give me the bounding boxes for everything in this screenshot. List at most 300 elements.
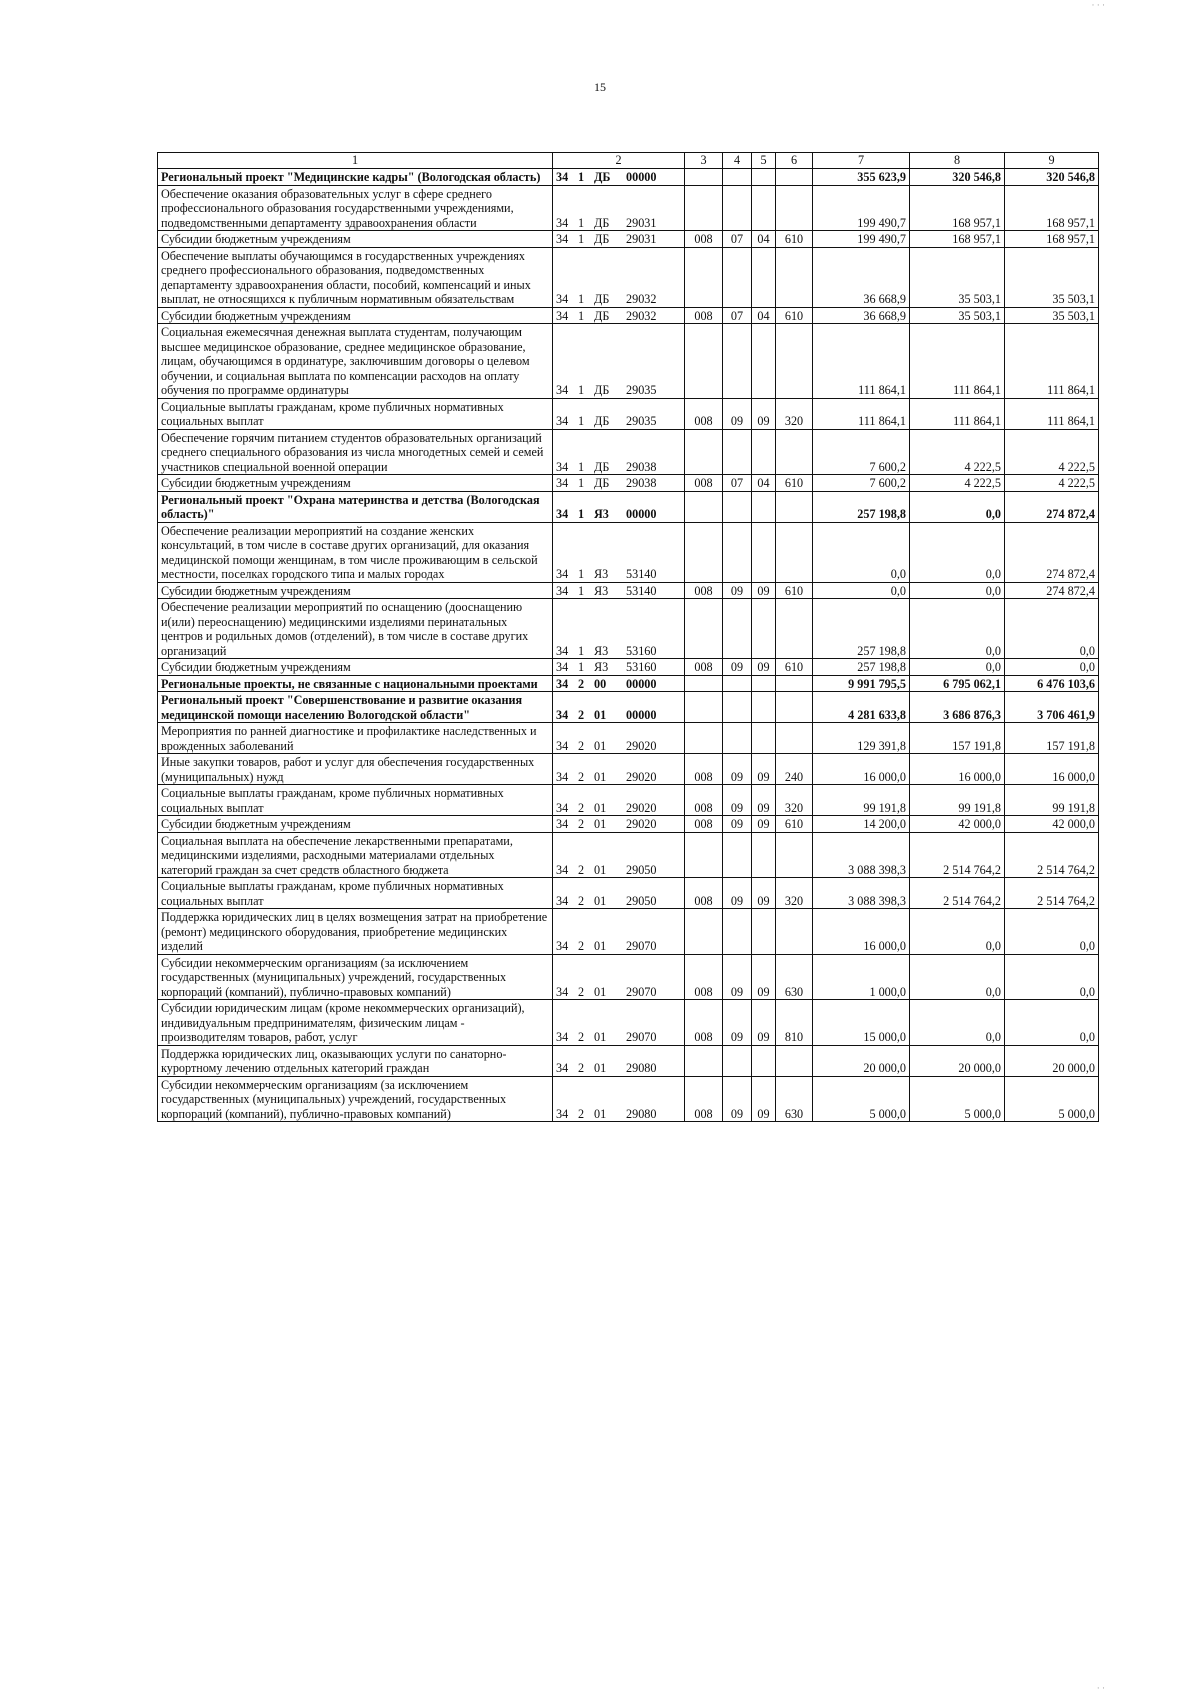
row-value-7: 4 281 633,8 xyxy=(813,692,910,723)
table-row xyxy=(158,785,1099,816)
table-row xyxy=(158,659,1099,676)
row-value-7: 199 490,7 xyxy=(813,185,910,231)
row-code-part: 29080 xyxy=(626,1106,657,1121)
row-expense-type xyxy=(776,185,813,231)
row-name: Социальная ежемесячная денежная выплата студентам, получающим высшее медицинское образование, среднее медицинское образование, лицам, обучающимся в ординатуре, заключившим договоры о целевом обучении, и социальная выплата по компенсации расходов на оплату обучения по программе ординатуры xyxy=(158,324,553,399)
row-value-8: 0,0 xyxy=(910,522,1005,582)
table-row xyxy=(158,754,1099,785)
row-subsection xyxy=(752,832,776,878)
row-code-part: 2 xyxy=(578,817,585,831)
row-code xyxy=(553,754,685,785)
table-row xyxy=(158,1000,1099,1046)
budget-table xyxy=(157,152,1099,1122)
row-code-part: 34 xyxy=(556,643,569,658)
row-grbs xyxy=(685,1045,723,1076)
row-expense-type: 630 xyxy=(776,1076,813,1122)
row-code-part: 2 xyxy=(578,893,585,908)
row-value-8: 4 222,5 xyxy=(910,475,1005,492)
row-name: Социальная выплата на обеспечение лекарственными препаратами, медицинскими изделиями, расходными материалами отдельных категорий граждан за счет средств областного бюджета xyxy=(158,832,553,878)
row-code-part: 34 xyxy=(556,459,569,474)
row-code-part: 2 xyxy=(578,984,585,999)
row-section xyxy=(723,1045,752,1076)
row-value-8: 168 957,1 xyxy=(910,231,1005,248)
row-code-part: 01 xyxy=(594,817,607,831)
table-row xyxy=(158,398,1099,429)
row-section: 09 xyxy=(723,816,752,833)
row-section xyxy=(723,169,752,186)
row-subsection xyxy=(752,675,776,692)
row-value-9: 4 222,5 xyxy=(1005,429,1099,475)
row-value-7: 199 490,7 xyxy=(813,231,910,248)
row-code-part: 1 xyxy=(578,292,585,306)
row-value-9: 42 000,0 xyxy=(1005,816,1099,833)
row-code-part: 34 xyxy=(556,800,569,815)
row-section: 09 xyxy=(723,1000,752,1046)
header-col-4: 4 xyxy=(723,153,752,169)
row-grbs: 008 xyxy=(685,1000,723,1046)
row-value-7: 5 000,0 xyxy=(813,1076,910,1122)
row-code-part: 2 xyxy=(578,800,585,815)
row-value-9: 35 503,1 xyxy=(1005,307,1099,324)
row-subsection: 09 xyxy=(752,1076,776,1122)
row-value-8: 0,0 xyxy=(910,582,1005,599)
row-code-part: 2 xyxy=(578,676,585,691)
row-code xyxy=(553,599,685,659)
row-expense-type xyxy=(776,723,813,754)
row-grbs xyxy=(685,599,723,659)
row-value-9: 0,0 xyxy=(1005,909,1099,955)
row-code-part: 34 xyxy=(556,939,569,953)
row-code-part: ДБ xyxy=(594,459,610,474)
row-value-9: 0,0 xyxy=(1005,599,1099,659)
row-value-7: 0,0 xyxy=(813,582,910,599)
row-code xyxy=(553,185,685,231)
row-value-9: 274 872,4 xyxy=(1005,582,1099,599)
row-code-part: 34 xyxy=(556,1061,569,1075)
row-code-part: 29031 xyxy=(626,215,657,230)
table-row xyxy=(158,1045,1099,1076)
row-grbs: 008 xyxy=(685,878,723,909)
row-code-part: 29050 xyxy=(626,893,657,908)
table-row xyxy=(158,324,1099,399)
row-value-9: 111 864,1 xyxy=(1005,324,1099,399)
row-code-part: 1 xyxy=(578,459,585,474)
row-code-part: 01 xyxy=(594,1061,607,1075)
row-expense-type xyxy=(776,832,813,878)
row-value-7: 257 198,8 xyxy=(813,659,910,676)
row-expense-type xyxy=(776,599,813,659)
row-expense-type xyxy=(776,169,813,186)
row-code-part: 34 xyxy=(556,308,569,323)
row-name: Региональные проекты, не связанные с национальными проектами xyxy=(158,675,553,692)
row-subsection xyxy=(752,522,776,582)
row-expense-type: 320 xyxy=(776,785,813,816)
row-name: Субсидии некоммерческим организациям (за исключением государственных (муниципальных) учреждений, государственных корпораций (компаний), публично-правовых компаний) xyxy=(158,954,553,1000)
row-code xyxy=(553,522,685,582)
row-section xyxy=(723,324,752,399)
row-expense-type: 610 xyxy=(776,659,813,676)
table-header-row xyxy=(158,153,1099,169)
row-code-part: ДБ xyxy=(594,292,610,306)
row-code-part: 1 xyxy=(578,383,585,397)
row-code-part: Я3 xyxy=(594,643,609,658)
header-col-5: 5 xyxy=(752,153,776,169)
row-grbs xyxy=(685,723,723,754)
row-name: Субсидии юридическим лицам (кроме некоммерческих организаций), индивидуальным предпринимателям, физическим лицам - производителям товаров, работ, услуг xyxy=(158,1000,553,1046)
row-section: 07 xyxy=(723,475,752,492)
table-row xyxy=(158,954,1099,1000)
row-value-7: 9 991 795,5 xyxy=(813,675,910,692)
row-name: Обеспечение оказания образовательных услуг в сфере среднего профессионального образования государственными учреждениями, подведомственными департаменту здравоохранения области xyxy=(158,185,553,231)
row-code-part: 29050 xyxy=(626,862,657,877)
row-expense-type: 320 xyxy=(776,398,813,429)
row-value-8: 2 514 764,2 xyxy=(910,832,1005,878)
table-row xyxy=(158,522,1099,582)
row-code-part: ДБ xyxy=(594,232,610,246)
row-grbs xyxy=(685,909,723,955)
row-name: Обеспечение выплаты обучающимся в государственных учреждениях среднего профессионального образования, подведомственных департаменту здравоохранения области, пособий, компенсаций и иных выплат, не относящихся к публичным нормативным обязательствам xyxy=(158,247,553,307)
row-value-8: 0,0 xyxy=(910,491,1005,522)
row-code-part: 34 xyxy=(556,507,569,521)
row-expense-type: 240 xyxy=(776,754,813,785)
row-code-part: 1 xyxy=(578,232,585,246)
row-code xyxy=(553,832,685,878)
row-code xyxy=(553,307,685,324)
table-row xyxy=(158,1076,1099,1122)
row-name: Социальные выплаты гражданам, кроме публичных нормативных социальных выплат xyxy=(158,878,553,909)
row-code-part: 34 xyxy=(556,583,569,598)
row-code-part: 29070 xyxy=(626,939,657,953)
row-grbs: 008 xyxy=(685,307,723,324)
row-value-8: 0,0 xyxy=(910,954,1005,1000)
row-value-7: 3 088 398,3 xyxy=(813,832,910,878)
row-grbs: 008 xyxy=(685,1076,723,1122)
row-code xyxy=(553,1045,685,1076)
row-value-7: 1 000,0 xyxy=(813,954,910,1000)
row-code-part: 34 xyxy=(556,817,569,831)
row-subsection: 09 xyxy=(752,816,776,833)
row-code-part: ДБ xyxy=(594,383,610,397)
row-value-9: 168 957,1 xyxy=(1005,185,1099,231)
row-grbs: 008 xyxy=(685,954,723,1000)
row-value-7: 16 000,0 xyxy=(813,909,910,955)
row-code xyxy=(553,491,685,522)
row-value-9: 2 514 764,2 xyxy=(1005,878,1099,909)
row-code xyxy=(553,816,685,833)
row-code-part: 1 xyxy=(578,507,585,521)
row-code-part: 2 xyxy=(578,1106,585,1121)
row-subsection: 09 xyxy=(752,398,776,429)
row-section xyxy=(723,522,752,582)
header-col-3: 3 xyxy=(685,153,723,169)
row-code xyxy=(553,692,685,723)
row-code-part: 2 xyxy=(578,707,585,722)
row-code-part: 34 xyxy=(556,292,569,306)
row-code xyxy=(553,1000,685,1046)
table-row xyxy=(158,599,1099,659)
row-code-part: 2 xyxy=(578,1030,585,1044)
row-code-part: 01 xyxy=(594,1106,607,1121)
row-value-9: 157 191,8 xyxy=(1005,723,1099,754)
row-grbs xyxy=(685,169,723,186)
header-col-6: 6 xyxy=(776,153,813,169)
row-code-part: ДБ xyxy=(594,476,610,490)
table-row xyxy=(158,692,1099,723)
row-code-part: 29020 xyxy=(626,769,657,784)
row-code-part: 29070 xyxy=(626,984,657,999)
row-name: Региональный проект "Охрана материнства и детства (Вологодская область)" xyxy=(158,491,553,522)
row-value-8: 0,0 xyxy=(910,659,1005,676)
row-value-7: 3 088 398,3 xyxy=(813,878,910,909)
row-value-9: 274 872,4 xyxy=(1005,491,1099,522)
row-name: Субсидии бюджетным учреждениям xyxy=(158,307,553,324)
table-row xyxy=(158,816,1099,833)
row-value-8: 35 503,1 xyxy=(910,247,1005,307)
row-code-part: 1 xyxy=(578,643,585,658)
row-value-7: 36 668,9 xyxy=(813,247,910,307)
row-value-7: 257 198,8 xyxy=(813,599,910,659)
row-section xyxy=(723,909,752,955)
row-code-part: 1 xyxy=(578,567,585,581)
row-code-part: 34 xyxy=(556,676,569,691)
scan-corner-mark-bottom: · · xyxy=(1096,1683,1105,1693)
table-row xyxy=(158,675,1099,692)
row-expense-type xyxy=(776,491,813,522)
row-section xyxy=(723,832,752,878)
row-code-part: 2 xyxy=(578,1061,585,1075)
row-section xyxy=(723,692,752,723)
row-code-part: 01 xyxy=(594,893,607,908)
row-subsection: 09 xyxy=(752,1000,776,1046)
row-code-part: 34 xyxy=(556,1030,569,1044)
row-section: 07 xyxy=(723,307,752,324)
row-name: Региональный проект "Совершенствование и развитие оказания медицинской помощи населению Вологодской области" xyxy=(158,692,553,723)
row-code-part: 2 xyxy=(578,769,585,784)
row-code-part: 53160 xyxy=(626,660,657,674)
row-code xyxy=(553,785,685,816)
row-code xyxy=(553,723,685,754)
row-name: Поддержка юридических лиц, оказывающих услуги по санаторно-курортному лечению отдельных категорий граждан xyxy=(158,1045,553,1076)
row-code-part: 1 xyxy=(578,170,585,184)
row-code-part: 01 xyxy=(594,738,607,753)
table-row xyxy=(158,491,1099,522)
row-subsection xyxy=(752,723,776,754)
row-section: 09 xyxy=(723,754,752,785)
row-code-part: Я3 xyxy=(594,583,609,598)
row-section: 09 xyxy=(723,954,752,1000)
row-code-part: 1 xyxy=(578,583,585,598)
row-expense-type: 320 xyxy=(776,878,813,909)
row-code-part: 34 xyxy=(556,414,569,428)
row-name: Социальные выплаты гражданам, кроме публичных нормативных социальных выплат xyxy=(158,398,553,429)
header-col-1: 1 xyxy=(158,153,553,169)
row-value-8: 4 222,5 xyxy=(910,429,1005,475)
row-code xyxy=(553,475,685,492)
row-grbs: 008 xyxy=(685,582,723,599)
row-name: Региональный проект "Медицинские кадры" (Вологодская область) xyxy=(158,169,553,186)
row-value-9: 2 514 764,2 xyxy=(1005,832,1099,878)
row-expense-type: 610 xyxy=(776,307,813,324)
row-grbs xyxy=(685,692,723,723)
row-code-part: 34 xyxy=(556,383,569,397)
row-value-9: 5 000,0 xyxy=(1005,1076,1099,1122)
row-grbs: 008 xyxy=(685,398,723,429)
row-value-7: 16 000,0 xyxy=(813,754,910,785)
table-row xyxy=(158,832,1099,878)
table-row xyxy=(158,582,1099,599)
row-name: Субсидии бюджетным учреждениям xyxy=(158,659,553,676)
row-name: Субсидии некоммерческим организациям (за исключением государственных (муниципальных) учреждений, государственных корпораций (компаний), публично-правовых компаний) xyxy=(158,1076,553,1122)
row-code-part: 01 xyxy=(594,707,607,722)
row-section: 07 xyxy=(723,231,752,248)
row-subsection: 04 xyxy=(752,307,776,324)
row-code-part: 29038 xyxy=(626,476,657,490)
row-code-part: ДБ xyxy=(594,414,610,428)
row-code-part: ДБ xyxy=(594,170,611,184)
row-expense-type xyxy=(776,324,813,399)
row-value-9: 0,0 xyxy=(1005,1000,1099,1046)
row-code xyxy=(553,909,685,955)
row-value-8: 35 503,1 xyxy=(910,307,1005,324)
row-code-part: 29070 xyxy=(626,1030,657,1044)
row-subsection: 09 xyxy=(752,659,776,676)
row-code-part: 00 xyxy=(594,676,607,691)
row-code-part: 00000 xyxy=(626,170,657,184)
row-section: 09 xyxy=(723,785,752,816)
row-expense-type xyxy=(776,1045,813,1076)
row-subsection xyxy=(752,169,776,186)
row-code-part: 2 xyxy=(578,939,585,953)
row-value-9: 168 957,1 xyxy=(1005,231,1099,248)
row-code-part: 29032 xyxy=(626,308,657,323)
row-code-part: 53140 xyxy=(626,583,657,598)
row-code-part: 34 xyxy=(556,215,569,230)
row-code xyxy=(553,398,685,429)
row-code-part: 29031 xyxy=(626,232,657,246)
row-subsection xyxy=(752,185,776,231)
row-value-7: 355 623,9 xyxy=(813,169,910,186)
row-grbs xyxy=(685,324,723,399)
row-value-7: 15 000,0 xyxy=(813,1000,910,1046)
row-code-part: 34 xyxy=(556,862,569,877)
row-subsection: 09 xyxy=(752,954,776,1000)
row-section: 09 xyxy=(723,659,752,676)
row-code-part: 34 xyxy=(556,738,569,753)
row-section xyxy=(723,723,752,754)
row-value-7: 99 191,8 xyxy=(813,785,910,816)
row-code-part: 2 xyxy=(578,862,585,877)
row-grbs xyxy=(685,522,723,582)
row-value-7: 257 198,8 xyxy=(813,491,910,522)
row-code-part: 34 xyxy=(556,476,569,490)
row-subsection xyxy=(752,247,776,307)
row-code-part: 1 xyxy=(578,308,585,323)
row-value-9: 111 864,1 xyxy=(1005,398,1099,429)
row-code-part: Я3 xyxy=(594,660,609,674)
row-code xyxy=(553,169,685,186)
table-row xyxy=(158,878,1099,909)
row-expense-type xyxy=(776,909,813,955)
row-value-8: 3 686 876,3 xyxy=(910,692,1005,723)
row-code-part: 34 xyxy=(556,984,569,999)
row-name: Субсидии бюджетным учреждениям xyxy=(158,816,553,833)
row-subsection xyxy=(752,429,776,475)
table-row xyxy=(158,429,1099,475)
row-grbs xyxy=(685,491,723,522)
row-subsection xyxy=(752,491,776,522)
row-expense-type xyxy=(776,675,813,692)
row-value-9: 6 476 103,6 xyxy=(1005,675,1099,692)
row-expense-type: 610 xyxy=(776,475,813,492)
row-subsection: 09 xyxy=(752,785,776,816)
row-value-9: 3 706 461,9 xyxy=(1005,692,1099,723)
row-code-part: 1 xyxy=(578,660,585,674)
table-row xyxy=(158,169,1099,186)
row-value-8: 42 000,0 xyxy=(910,816,1005,833)
row-code xyxy=(553,231,685,248)
row-subsection: 09 xyxy=(752,582,776,599)
row-grbs: 008 xyxy=(685,659,723,676)
row-code xyxy=(553,582,685,599)
row-section xyxy=(723,247,752,307)
row-grbs xyxy=(685,185,723,231)
row-value-8: 20 000,0 xyxy=(910,1045,1005,1076)
row-section xyxy=(723,185,752,231)
row-code-part: 01 xyxy=(594,769,607,784)
row-code xyxy=(553,1076,685,1122)
row-grbs xyxy=(685,429,723,475)
row-value-9: 0,0 xyxy=(1005,954,1099,1000)
row-code-part: 34 xyxy=(556,567,569,581)
header-col-2: 2 xyxy=(553,153,685,169)
row-value-8: 2 514 764,2 xyxy=(910,878,1005,909)
row-name: Мероприятия по ранней диагностике и профилактике наследственных и врожденных заболеваний xyxy=(158,723,553,754)
row-code-part: 29080 xyxy=(626,1061,657,1075)
table-row xyxy=(158,231,1099,248)
row-name: Субсидии бюджетным учреждениям xyxy=(158,231,553,248)
row-value-9: 35 503,1 xyxy=(1005,247,1099,307)
row-subsection xyxy=(752,909,776,955)
row-section: 09 xyxy=(723,878,752,909)
row-subsection xyxy=(752,324,776,399)
row-code-part: 01 xyxy=(594,984,607,999)
row-code-part: 29035 xyxy=(626,414,657,428)
row-grbs: 008 xyxy=(685,816,723,833)
row-code-part: 34 xyxy=(556,707,569,722)
row-code-part: 29020 xyxy=(626,817,657,831)
header-col-7: 7 xyxy=(813,153,910,169)
row-code-part: 1 xyxy=(578,476,585,490)
row-section: 09 xyxy=(723,582,752,599)
row-code-part: 29020 xyxy=(626,800,657,815)
row-value-7: 111 864,1 xyxy=(813,398,910,429)
row-value-9: 99 191,8 xyxy=(1005,785,1099,816)
row-expense-type xyxy=(776,429,813,475)
row-code-part: Я3 xyxy=(594,507,609,521)
row-value-9: 274 872,4 xyxy=(1005,522,1099,582)
row-section xyxy=(723,491,752,522)
row-code-part: 34 xyxy=(556,769,569,784)
row-name: Иные закупки товаров, работ и услуг для обеспечения государственных (муниципальных) нужд xyxy=(158,754,553,785)
row-code xyxy=(553,659,685,676)
row-value-7: 20 000,0 xyxy=(813,1045,910,1076)
row-expense-type xyxy=(776,522,813,582)
row-code-part: 01 xyxy=(594,939,607,953)
row-expense-type: 810 xyxy=(776,1000,813,1046)
table-row xyxy=(158,185,1099,231)
row-code-part: 34 xyxy=(556,893,569,908)
row-subsection: 09 xyxy=(752,878,776,909)
